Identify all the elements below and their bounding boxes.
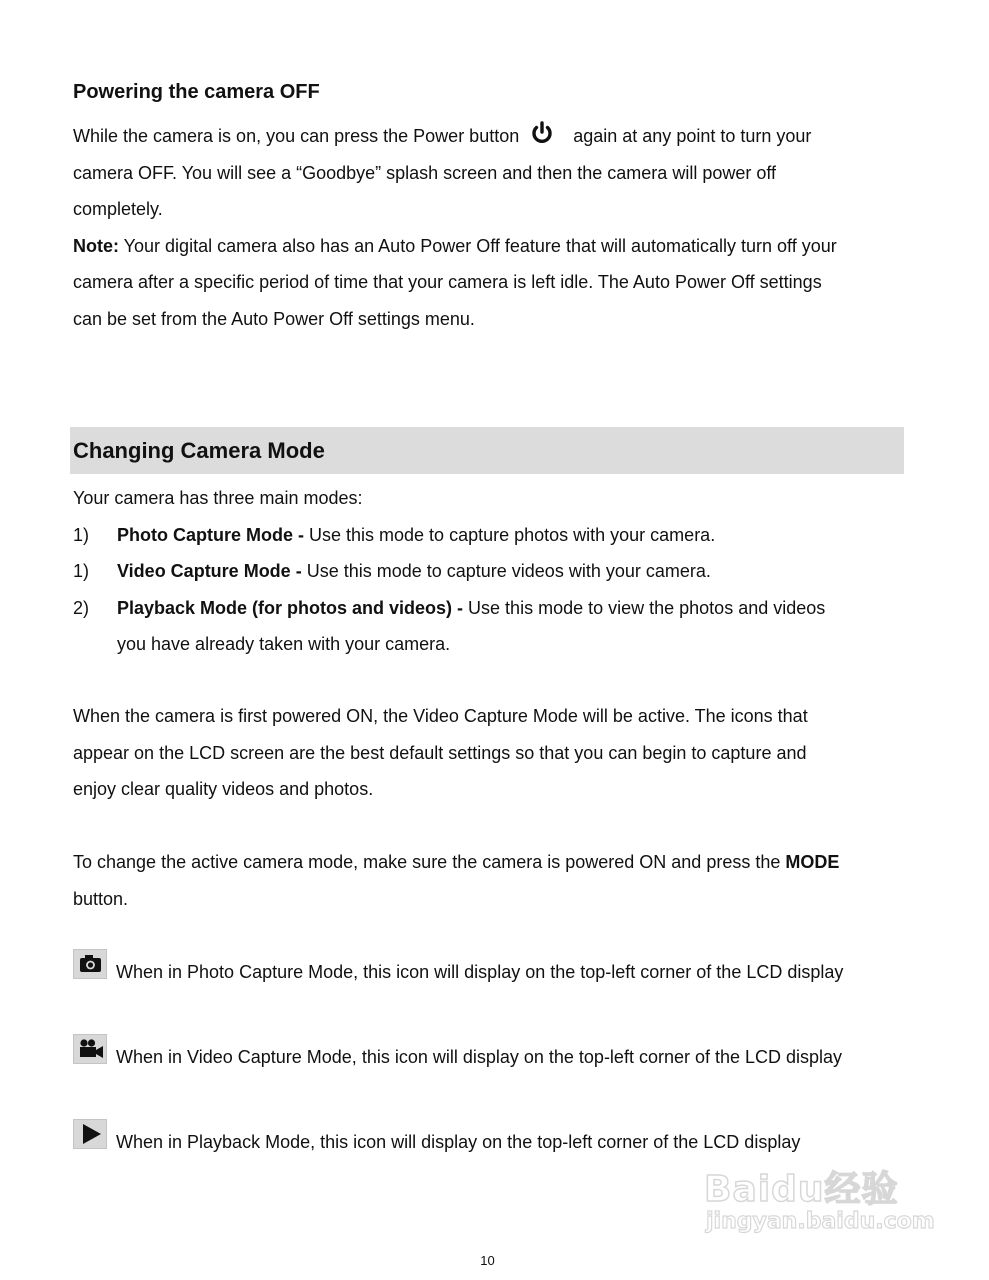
power-off-line-3: completely. [73, 199, 163, 219]
playback-mode-text: When in Playback Mode, this icon will display on the top-left corner of the LCD display [116, 1132, 801, 1152]
default-mode-line-2: appear on the LCD screen are the best default settings so that you can begin to capture and [73, 742, 807, 763]
mode-button-name: MODE [785, 852, 840, 872]
camera-icon [73, 949, 107, 979]
watermark-logo: Baidu经验 [704, 1169, 899, 1210]
modes-list [73, 480, 913, 663]
watermark-url: jingyan.baidu.com [706, 1209, 935, 1234]
power-icon [529, 120, 555, 146]
mode-description: Use this mode to capture videos with your camera. [301, 561, 711, 581]
power-off-paragraph [73, 118, 913, 337]
note-line-1 [73, 228, 913, 265]
baidu-watermark [700, 1143, 935, 1243]
power-off-text-after-icon: again at any point to turn your [573, 126, 812, 146]
list-item [73, 553, 913, 590]
power-off-line-2: camera OFF. You will see a “Goodbye” splash screen and then the camera will power off [73, 162, 777, 183]
default-mode-line-1: When the camera is first powered ON, the Video Capture Mode will be active. The icons that [73, 706, 808, 726]
mode-description: Use this mode to capture photos with your camera. [304, 524, 716, 545]
note-label: Note: [73, 235, 119, 256]
section-title-changing-mode: Changing Camera Mode [73, 438, 325, 463]
list-number: 1) [73, 561, 90, 581]
note-line-2: camera after a specific period of time that your camera is left idle. The Auto Power Off settings [73, 272, 822, 292]
video-camera-icon [73, 1034, 107, 1064]
section-heading-power-off: Powering the camera OFF [73, 81, 320, 103]
list-number: 2) [73, 597, 90, 618]
play-icon [73, 1119, 107, 1149]
section-header-bar [70, 427, 904, 474]
mode-description-continued: you have already taken with your camera. [117, 634, 451, 654]
change-mode-paragraph [73, 844, 913, 917]
photo-mode-text: When in Photo Capture Mode, this icon will display on the top-left corner of the LCD display [116, 962, 844, 982]
default-mode-paragraph [73, 698, 913, 808]
mode-label: Video Capture Mode - [117, 561, 302, 581]
video-mode-text: When in Video Capture Mode, this icon will display on the top-left corner of the LCD display [116, 1047, 843, 1067]
list-item [73, 590, 913, 663]
power-off-text-before-icon: While the camera is on, you can press the Power button [73, 126, 520, 146]
mode-description: Use this mode to view the photos and videos [463, 597, 826, 618]
note-line-3: can be set from the Auto Power Off settings menu. [73, 308, 475, 329]
page-number: 10 [480, 1253, 495, 1268]
change-mode-line-2: button. [73, 888, 129, 909]
list-number: 1) [73, 524, 90, 545]
mode-label: Photo Capture Mode - [117, 524, 304, 545]
list-item [73, 517, 913, 554]
default-mode-line-3: enjoy clear quality videos and photos. [73, 779, 374, 799]
note-text: Your digital camera also has an Auto Power Off feature that will automatically turn off your [119, 235, 837, 256]
power-off-line-1 [73, 118, 913, 155]
modes-intro: Your camera has three main modes: [73, 488, 363, 508]
change-mode-line-1 [73, 844, 913, 881]
change-mode-text: To change the active camera mode, make sure the camera is powered ON and press the [73, 852, 786, 872]
mode-label: Playback Mode (for photos and videos) - [117, 597, 464, 618]
